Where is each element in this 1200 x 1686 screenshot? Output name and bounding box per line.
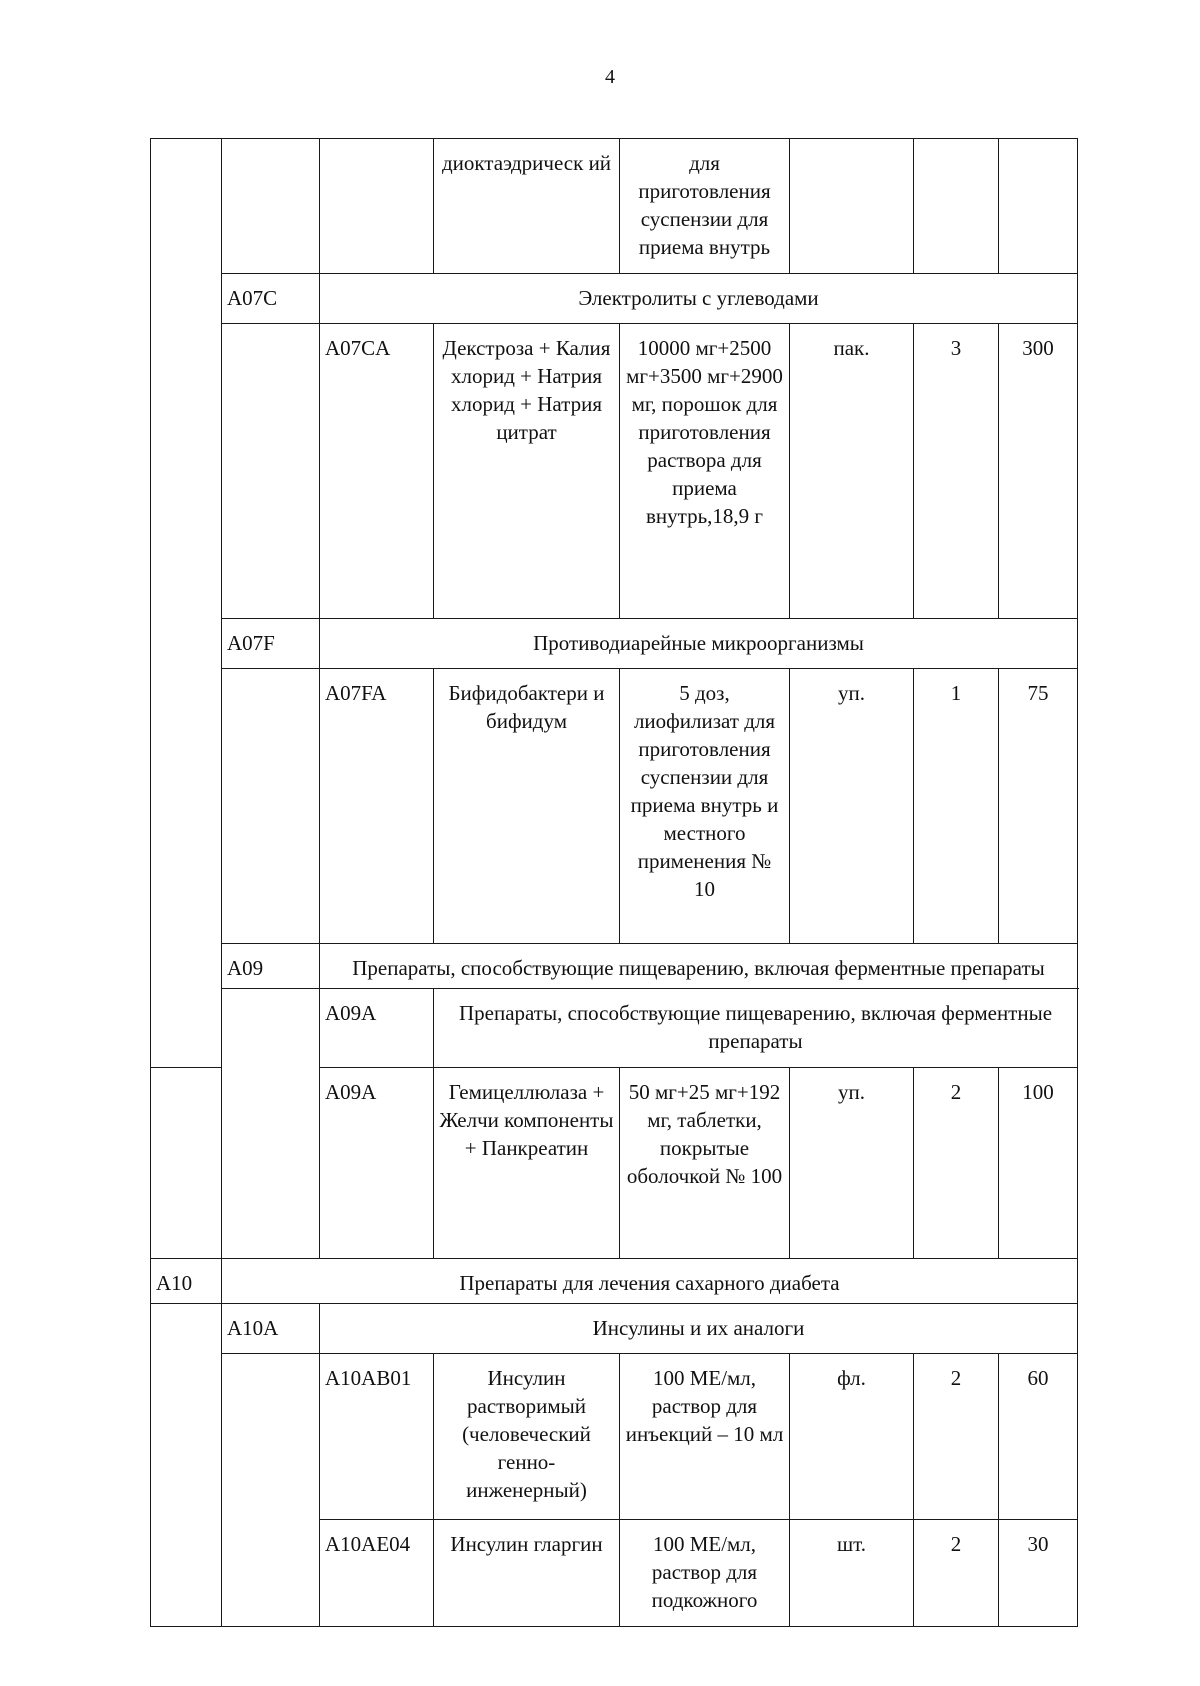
group-code: A09A <box>320 989 434 1068</box>
item-code: A07FA <box>320 669 434 944</box>
group-code: A09 <box>222 944 320 989</box>
table-row <box>151 324 1078 619</box>
table-row <box>151 944 1078 989</box>
item-code: A10AB01 <box>320 1354 434 1520</box>
table-row <box>151 1259 1078 1304</box>
group-title: Инсулины и их аналоги <box>320 1304 1078 1354</box>
table-row <box>151 139 1078 274</box>
form-cell: 10000 мг+2500 мг+3500 мг+2900 мг, порошок для приготовления раствора для приема внутрь,18,9 г <box>620 324 790 619</box>
level2-code-cell <box>222 324 320 619</box>
group-code: A07F <box>222 619 320 669</box>
quantity-cell: 1 <box>914 669 999 944</box>
substance-cell: Бифидобактери и бифидум <box>434 669 620 944</box>
group-title: Противодиарейные микроорганизмы <box>320 619 1078 669</box>
level2-code-cell <box>151 1068 222 1259</box>
total-cell: 60 <box>999 1354 1078 1520</box>
table-row <box>151 1304 1078 1354</box>
group-code: A10A <box>222 1304 320 1354</box>
unit-cell: уп. <box>790 669 914 944</box>
item-code: A07CA <box>320 324 434 619</box>
total-cell: 75 <box>999 669 1078 944</box>
table-row <box>151 989 1078 1068</box>
total-cell: 100 <box>999 1068 1078 1259</box>
substance-cell: Инсулин гларгин <box>434 1520 620 1627</box>
drug-list-table <box>150 138 1078 1627</box>
page-number: 4 <box>605 66 615 88</box>
form-cell: для приготовления суспензии для приема внутрь <box>620 139 790 274</box>
level2-code-cell <box>222 139 320 274</box>
substance-cell: Декстроза + Калия хлорид + Натрия хлорид + Натрия цитрат <box>434 324 620 619</box>
total-cell: 300 <box>999 324 1078 619</box>
form-cell: 5 доз, лиофилизат для приготовления суспензии для приема внутрь и местного применения № 10 <box>620 669 790 944</box>
substance-cell: Гемицеллюлаза + Желчи компоненты + Панкреатин <box>434 1068 620 1259</box>
level2-code-cell <box>222 1354 320 1627</box>
unit-cell <box>790 139 914 274</box>
item-code: A10AE04 <box>320 1520 434 1627</box>
quantity-cell: 2 <box>914 1354 999 1520</box>
quantity-cell <box>914 139 999 274</box>
group-title: Препараты, способствующие пищеварению, включая ферментные препараты <box>320 944 1078 989</box>
level2-code-cell <box>222 669 320 944</box>
table-row <box>151 274 1078 324</box>
total-cell <box>999 139 1078 274</box>
group-title: Препараты для лечения сахарного диабета <box>222 1259 1078 1304</box>
substance-cell: диоктаэдрическ ий <box>434 139 620 274</box>
unit-cell: шт. <box>790 1520 914 1627</box>
table-row <box>151 669 1078 944</box>
table-row <box>151 1354 1078 1520</box>
quantity-cell: 2 <box>914 1068 999 1259</box>
substance-cell: Инсулин растворимый (человеческий генно-инженерный) <box>434 1354 620 1520</box>
group-title: Препараты, способствующие пищеварению, включая ферментные препараты <box>434 989 1078 1068</box>
total-cell: 30 <box>999 1520 1078 1627</box>
form-cell: 100 МЕ/мл, раствор для подкожного <box>620 1520 790 1627</box>
level3-code-cell <box>320 139 434 274</box>
level1-code-cell <box>151 1304 222 1627</box>
item-code: A09A <box>320 1068 434 1259</box>
table-row <box>151 619 1078 669</box>
quantity-cell: 2 <box>914 1520 999 1627</box>
form-cell: 100 МЕ/мл, раствор для инъекций – 10 мл <box>620 1354 790 1520</box>
group-code: A07C <box>222 274 320 324</box>
level1-code-cell-a07 <box>151 139 222 1068</box>
unit-cell: уп. <box>790 1068 914 1259</box>
group-title: Электролиты с углеводами <box>320 274 1078 324</box>
quantity-cell: 3 <box>914 324 999 619</box>
group-code: A10 <box>151 1259 222 1304</box>
unit-cell: фл. <box>790 1354 914 1520</box>
form-cell: 50 мг+25 мг+192 мг, таблетки, покрытые оболочкой № 100 <box>620 1068 790 1259</box>
unit-cell: пак. <box>790 324 914 619</box>
level1-code-cell <box>222 989 320 1259</box>
